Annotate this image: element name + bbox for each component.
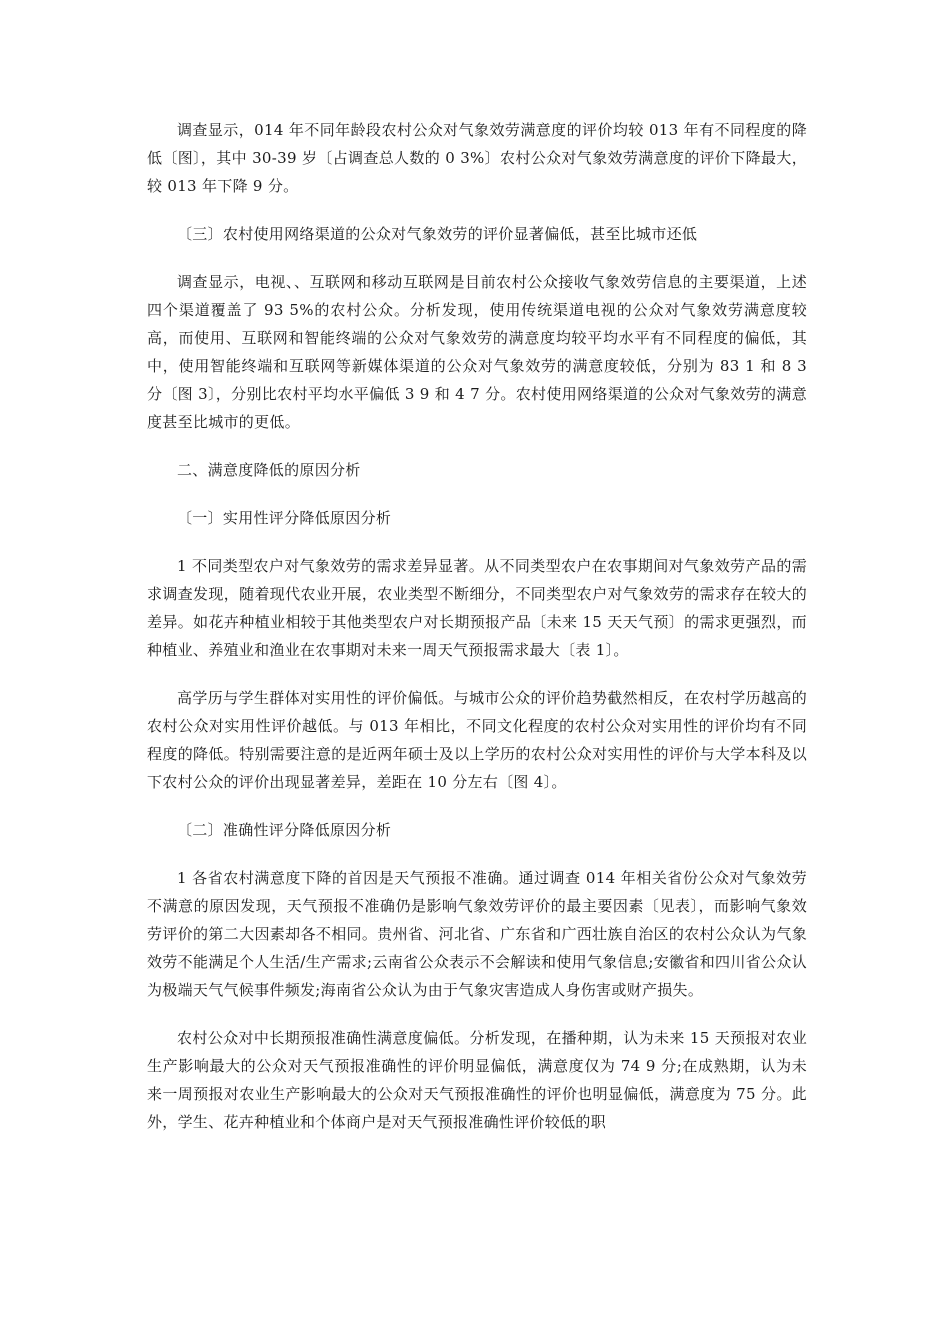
section-heading-network-channels: 〔三〕农村使用网络渠道的公众对气象效劳的评价显著偏低，甚至比城市还低 [177, 225, 698, 243]
document-body [147, 116, 813, 1156]
paragraph-channels: 调查显示，电视、、互联网和移动互联网是目前农村公众接收气象效劳信息的主要渠道，上述四个渠道覆盖了 93 5%的农村公众。分析发现，使用传统渠道电视的公众对气象效劳满意度较高，而使用、互联网和智能终端的公众对气象效劳的满意度均较平均水平有不同程度的偏低，其中，使用智能终端和互联网等新媒体渠道的公众对气象效劳的满意度较低，分别为 83 1 和 8 3 分〔图 3〕，分别比农村平均水平偏低 3 9 和 4 7 分。农村使用网络渠道的公众对气象效劳的满意度甚至比城市的更低。 [147, 273, 813, 431]
section-heading-practicality: 〔一〕实用性评分降低原因分析 [177, 509, 392, 527]
chapter-heading-cause-analysis: 二、满意度降低的原因分析 [177, 461, 361, 479]
paragraph-long-range-forecast: 农村公众对中长期预报准确性满意度偏低。分析发现，在播种期，认为未来 15 天预报对农业生产影响最大的公众对天气预报准确性的评价明显偏低，满意度仅为 74 9 分;在成熟期，认为未来一周预报对农业生产影响最大的公众对天气预报准确性的评价也明显偏低，满意度为 75 分。此外，学生、花卉种植业和个体商户是对天气预报准确性评价较低的职 [147, 1029, 807, 1131]
paragraph-age-satisfaction: 调查显示，014 年不同年龄段农村公众对气象效劳满意度的评价均较 013 年有不同程度的降低〔图〕，其中 30-39 岁〔占调查总人数的 0 3%〕农村公众对气象效劳满意度的评价下降最大，较 013 年下降 9 分。 [147, 121, 807, 195]
paragraph-farmer-demand: 1 不同类型农户对气象效劳的需求差异显著。从不同类型农户在农事期间对气象效劳产品的需求调查发现，随着现代农业开展，农业类型不断细分，不同类型农户对气象效劳的需求存在较大的差异。如花卉种植业相较于其他类型农户对长期预报产品〔未来 15 天天气预〕的需求更强烈，而种植业、养殖业和渔业在农事期对未来一周天气预报需求最大〔表 1〕。 [147, 557, 807, 659]
paragraph-education: 高学历与学生群体对实用性的评价偏低。与城市公众的评价趋势截然相反，在农村学历越高的农村公众对实用性评价越低。与 013 年相比，不同文化程度的农村公众对实用性的评价均有不同程度的降低。特别需要注意的是近两年硕士及以上学历的农村公众对实用性的评价与大学本科及以下农村公众的评价出现显著差异，差距在 10 分左右〔图 4〕。 [147, 689, 807, 791]
paragraph-province-causes: 1 各省农村满意度下降的首因是天气预报不准确。通过调查 014 年相关省份公众对气象效劳不满意的原因发现，天气预报不准确仍是影响气象效劳评价的最主要因素〔见表〕，而影响气象效劳评价的第二大因素却各不相同。贵州省、河北省、广东省和广西壮族自治区的农村公众认为气象效劳不能满足个人生活/生产需求;云南省公众表示不会解读和使用气象信息;安徽省和四川省公众认为极端天气气候事件频发;海南省公众认为由于气象灾害造成人身伤害或财产损失。 [147, 869, 807, 999]
section-heading-accuracy: 〔二〕准确性评分降低原因分析 [177, 821, 392, 839]
